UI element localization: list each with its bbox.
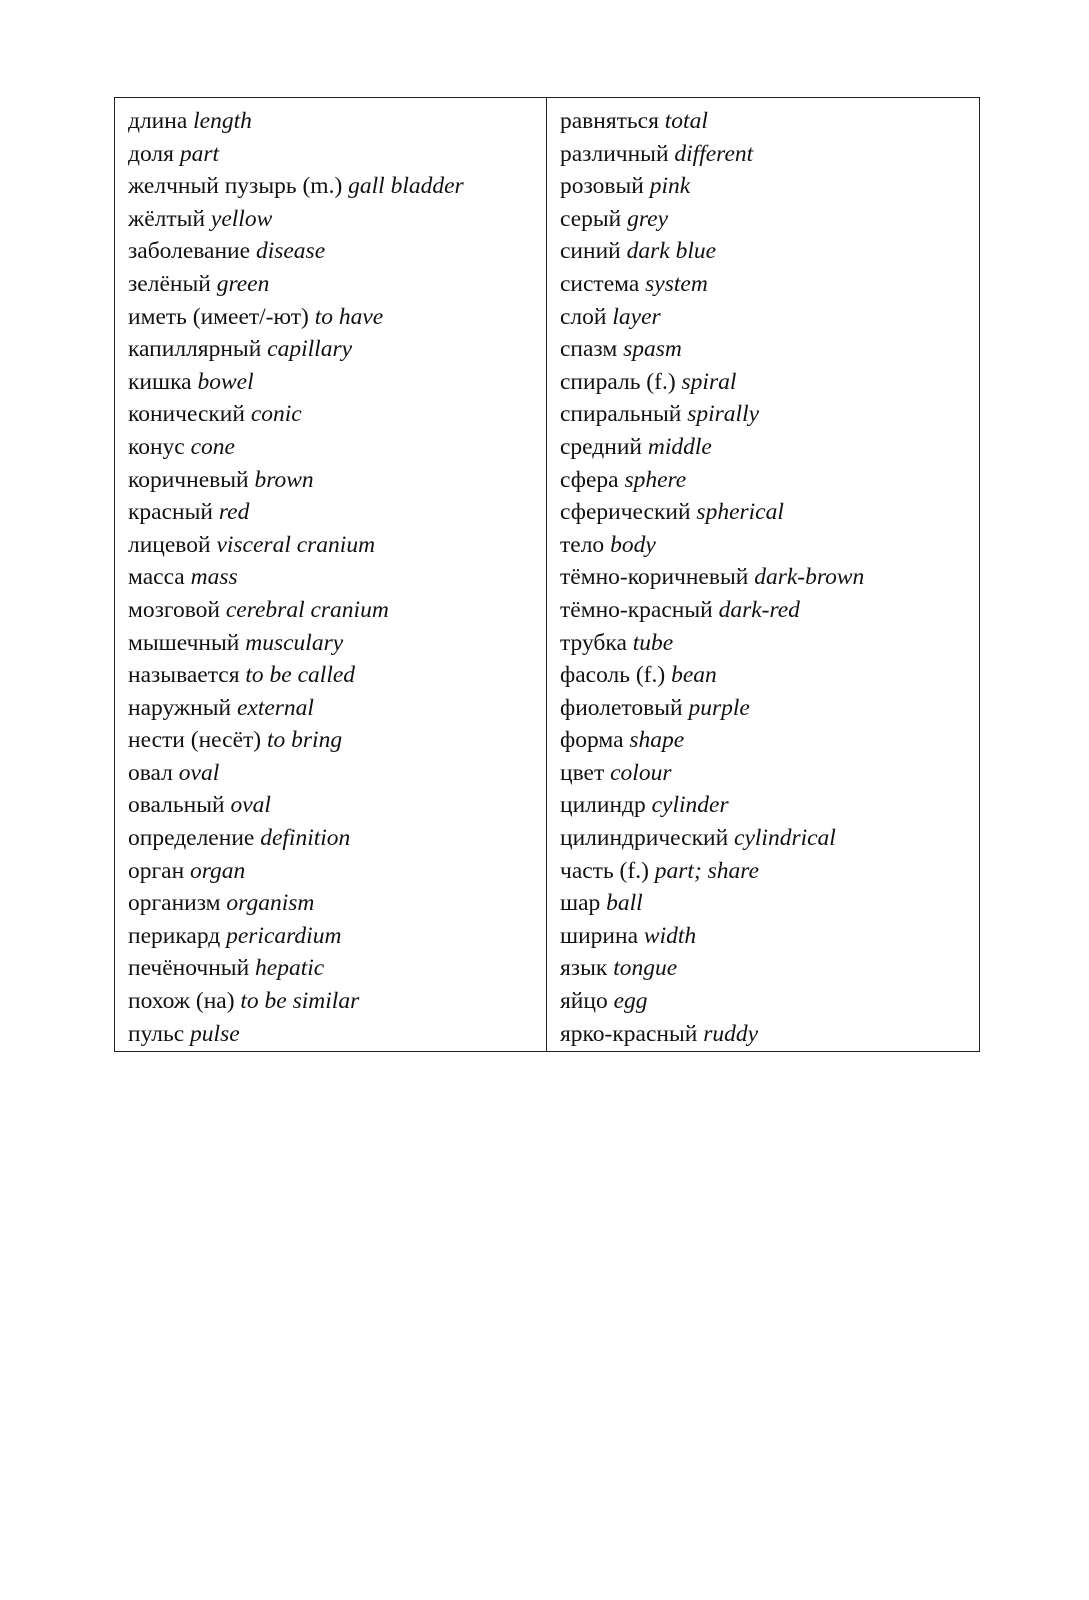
english-translation: cylinder xyxy=(651,792,729,819)
russian-term: перикард xyxy=(128,922,221,949)
vocabulary-entry xyxy=(560,170,979,203)
russian-term: доля xyxy=(128,140,174,167)
vocabulary-entry xyxy=(128,822,546,855)
vocabulary-entry xyxy=(560,561,979,594)
english-translation: hepatic xyxy=(255,955,325,982)
russian-term: тёмно-красный xyxy=(560,596,713,623)
vocabulary-entry xyxy=(128,887,546,920)
vocabulary-entry xyxy=(128,920,546,953)
russian-term: сферический xyxy=(560,499,691,526)
vocabulary-entry xyxy=(128,203,546,236)
vocabulary-entry xyxy=(560,464,979,497)
vocabulary-entry xyxy=(128,561,546,594)
vocabulary-entry xyxy=(128,496,546,529)
russian-term: называется xyxy=(128,662,240,689)
english-translation: spiral xyxy=(681,368,737,395)
english-translation: spasm xyxy=(623,336,682,363)
russian-term: цилиндрический xyxy=(560,825,729,852)
russian-term: ярко-красный xyxy=(560,1020,698,1047)
vocabulary-entry xyxy=(128,529,546,562)
english-translation: total xyxy=(664,108,708,134)
russian-term: организм xyxy=(128,890,221,917)
english-translation: dark-brown xyxy=(754,564,865,591)
vocabulary-entry xyxy=(128,757,546,790)
russian-term: средний xyxy=(560,433,642,460)
vocabulary-entry xyxy=(560,692,979,725)
vocabulary-entry xyxy=(128,659,546,692)
russian-term: равняться xyxy=(560,108,659,134)
vocabulary-entry xyxy=(560,235,979,268)
russian-term: система xyxy=(560,270,640,297)
english-translation: conic xyxy=(250,401,302,428)
vocabulary-entry xyxy=(560,789,979,822)
vocabulary-entry xyxy=(128,724,546,757)
russian-term: кишка xyxy=(128,368,192,395)
vocabulary-entry xyxy=(560,496,979,529)
vocabulary-entry xyxy=(128,235,546,268)
english-translation: pulse xyxy=(190,1020,240,1047)
english-translation: cerebral cranium xyxy=(225,596,389,623)
vocabulary-entry xyxy=(128,627,546,660)
english-translation: spherical xyxy=(696,499,784,526)
vocabulary-entry xyxy=(128,301,546,334)
vocabulary-entry xyxy=(560,1018,979,1051)
vocabulary-entry xyxy=(560,920,979,953)
english-translation: width xyxy=(643,922,697,949)
english-translation: purple xyxy=(688,694,750,721)
russian-term: наружный xyxy=(128,694,232,721)
english-translation: egg xyxy=(613,988,648,1015)
vocabulary-entry xyxy=(560,203,979,236)
russian-term: коричневый xyxy=(128,466,249,493)
russian-term: желчный пузырь (m.) xyxy=(128,173,343,200)
english-translation: ball xyxy=(606,890,643,917)
vocabulary-entry xyxy=(560,855,979,888)
russian-term: спиральный xyxy=(560,401,682,428)
english-translation: organism xyxy=(226,890,315,917)
russian-term: язык xyxy=(560,955,608,982)
english-translation: part xyxy=(179,140,219,167)
vocabulary-entry xyxy=(560,952,979,985)
russian-term: конический xyxy=(128,401,245,428)
english-translation: length xyxy=(193,108,252,134)
russian-term: форма xyxy=(560,727,624,754)
russian-term: заболевание xyxy=(128,238,251,265)
vocabulary-entry xyxy=(560,301,979,334)
english-translation: dark-red xyxy=(718,596,800,623)
vocabulary-entry xyxy=(560,822,979,855)
vocabulary-entry xyxy=(128,692,546,725)
english-translation: yellow xyxy=(210,205,273,232)
russian-term: различный xyxy=(560,140,669,167)
russian-term: шар xyxy=(560,890,601,917)
english-translation: sphere xyxy=(624,466,687,493)
russian-term: орган xyxy=(128,857,185,884)
russian-term: тёмно-коричневый xyxy=(560,564,749,591)
russian-term: масса xyxy=(128,564,185,591)
russian-term: определение xyxy=(128,825,255,852)
english-translation: pericardium xyxy=(226,922,342,949)
russian-term: синий xyxy=(560,238,621,265)
vocabulary-entry xyxy=(128,594,546,627)
vocabulary-entry xyxy=(128,855,546,888)
english-translation: to have xyxy=(314,303,384,330)
russian-term: лицевой xyxy=(128,531,211,558)
english-translation: green xyxy=(216,270,270,297)
russian-term: трубка xyxy=(560,629,627,656)
english-translation: different xyxy=(674,140,754,167)
english-translation: organ xyxy=(190,857,246,884)
vocabulary-entry xyxy=(128,952,546,985)
vocabulary-entry xyxy=(560,333,979,366)
vocabulary-column-left xyxy=(115,98,547,1051)
english-translation: middle xyxy=(647,433,712,460)
russian-term: пульс xyxy=(128,1020,185,1047)
english-translation: musculary xyxy=(245,629,344,656)
russian-term: мозговой xyxy=(128,596,220,623)
russian-term: яйцо xyxy=(560,988,608,1015)
russian-term: овал xyxy=(128,759,173,786)
english-translation: red xyxy=(218,499,250,526)
english-translation: grey xyxy=(627,205,669,232)
english-translation: oval xyxy=(230,792,271,819)
russian-term: спазм xyxy=(560,336,618,363)
russian-term: фиолетовый xyxy=(560,694,683,721)
english-translation: external xyxy=(236,694,314,721)
russian-term: сфера xyxy=(560,466,619,493)
vocabulary-entry xyxy=(128,268,546,301)
vocabulary-entry xyxy=(560,887,979,920)
vocabulary-entry xyxy=(128,366,546,399)
russian-term: нести (несёт) xyxy=(128,727,262,754)
vocabulary-entry xyxy=(560,138,979,171)
russian-term: спираль (f.) xyxy=(560,368,676,395)
vocabulary-column-right xyxy=(547,98,979,1051)
english-translation: to bring xyxy=(267,727,343,754)
vocabulary-entry xyxy=(560,724,979,757)
english-translation: cylindrical xyxy=(734,825,836,852)
vocabulary-entry xyxy=(128,105,546,138)
russian-term: длина xyxy=(128,108,188,134)
english-translation: mass xyxy=(190,564,238,591)
vocabulary-entry xyxy=(560,627,979,660)
russian-term: тело xyxy=(560,531,605,558)
english-translation: system xyxy=(645,270,708,297)
russian-term: зелёный xyxy=(128,270,211,297)
vocabulary-entry xyxy=(560,594,979,627)
vocabulary-entry xyxy=(128,170,546,203)
english-translation: brown xyxy=(254,466,314,493)
russian-term: жёлтый xyxy=(128,205,206,232)
russian-term: иметь (имеет/-ют) xyxy=(128,303,309,330)
english-translation: ruddy xyxy=(703,1020,759,1047)
english-translation: to be similar xyxy=(240,988,360,1015)
vocabulary-entry xyxy=(128,398,546,431)
vocabulary-entry xyxy=(128,333,546,366)
vocabulary-entry xyxy=(128,1018,546,1051)
russian-term: капиллярный xyxy=(128,336,262,363)
english-translation: dark blue xyxy=(626,238,717,265)
vocabulary-entry xyxy=(560,659,979,692)
english-translation: tongue xyxy=(613,955,678,982)
vocabulary-entry xyxy=(128,138,546,171)
russian-term: печёночный xyxy=(128,955,250,982)
russian-term: часть (f.) xyxy=(560,857,649,884)
russian-term: слой xyxy=(560,303,607,330)
vocabulary-entry xyxy=(128,464,546,497)
russian-term: цилиндр xyxy=(560,792,646,819)
english-translation: gall bladder xyxy=(348,173,464,200)
vocabulary-entry xyxy=(560,757,979,790)
vocabulary-entry xyxy=(560,105,979,138)
russian-term: фасоль (f.) xyxy=(560,662,666,689)
russian-term: конус xyxy=(128,433,185,460)
russian-term: мышечный xyxy=(128,629,240,656)
english-translation: oval xyxy=(178,759,220,786)
english-translation: cone xyxy=(190,433,235,460)
english-translation: pink xyxy=(649,173,691,200)
russian-term: серый xyxy=(560,205,622,232)
english-translation: disease xyxy=(255,238,326,265)
russian-term: ширина xyxy=(560,922,639,949)
vocabulary-entry xyxy=(128,789,546,822)
vocabulary-entry xyxy=(560,431,979,464)
english-translation: layer xyxy=(612,303,661,330)
vocabulary-entry xyxy=(128,985,546,1018)
russian-term: похож (на) xyxy=(128,988,235,1015)
english-translation: bowel xyxy=(197,368,254,395)
english-translation: part; share xyxy=(654,857,760,884)
russian-term: розовый xyxy=(560,173,644,200)
russian-term: цвет xyxy=(560,759,605,786)
english-translation: shape xyxy=(629,727,685,754)
russian-term: овальный xyxy=(128,792,225,819)
english-translation: to be called xyxy=(245,662,356,689)
english-translation: visceral cranium xyxy=(216,531,376,558)
vocabulary-entry xyxy=(560,985,979,1018)
english-translation: body xyxy=(610,531,656,558)
english-translation: spirally xyxy=(687,401,760,428)
vocabulary-entry xyxy=(560,529,979,562)
english-translation: colour xyxy=(610,759,672,786)
russian-term: красный xyxy=(128,499,213,526)
vocabulary-entry xyxy=(560,398,979,431)
english-translation: bean xyxy=(671,662,717,689)
vocabulary-entry xyxy=(560,366,979,399)
vocabulary-table xyxy=(114,97,980,1052)
english-translation: capillary xyxy=(267,336,353,363)
vocabulary-entry xyxy=(560,268,979,301)
english-translation: definition xyxy=(260,825,351,852)
english-translation: tube xyxy=(632,629,674,656)
vocabulary-entry xyxy=(128,431,546,464)
